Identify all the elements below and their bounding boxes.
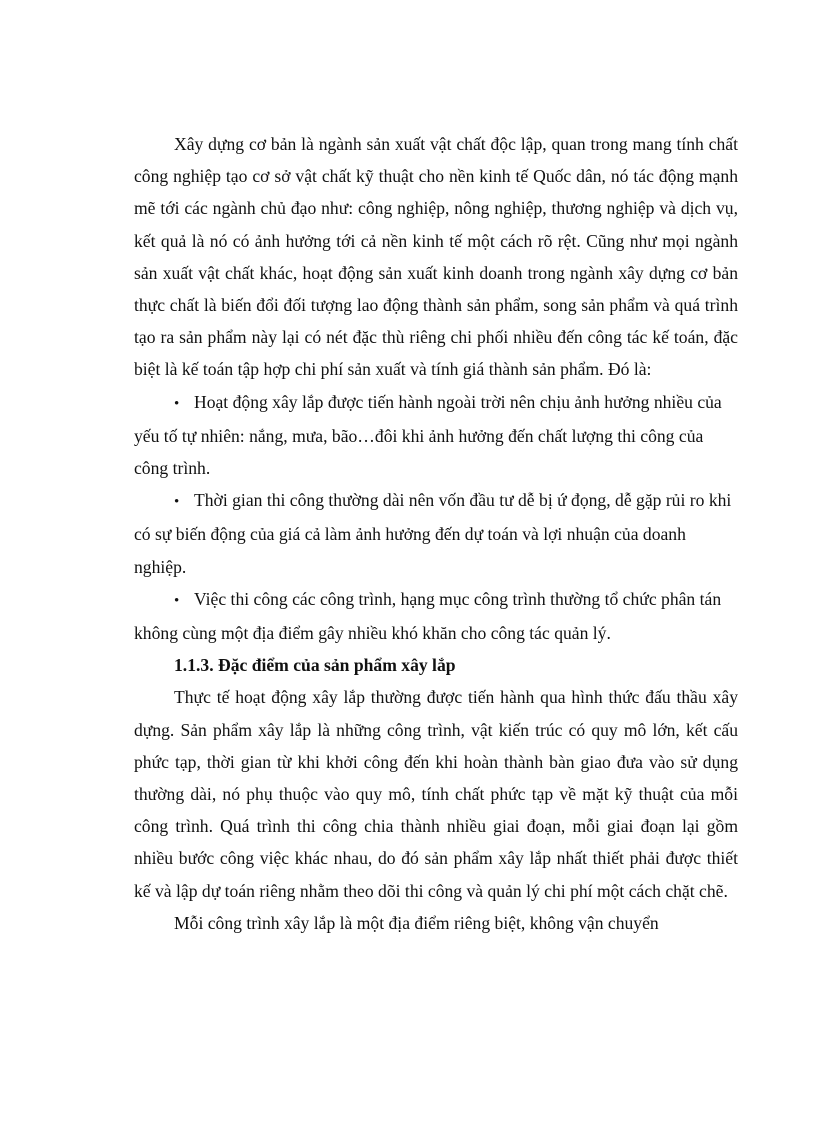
page-content — [134, 128, 738, 939]
bullet-icon: • — [174, 494, 180, 511]
location-paragraph: Mỗi công trình xây lắp là một địa điểm riêng biệt, không vận chuyển — [174, 912, 659, 933]
product-paragraph: Thực tế hoạt động xây lắp thường được tiến hành qua hình thức đấu thầu xây dựng. Sản phẩm xây lắp là những công trình, vật kiến trúc có quy mô lớn, kết cấu phức tạp, thời gian từ khi khởi công đến khi hoàn thành bàn giao đưa vào sử dụng thường dài, nó phụ thuộc vào quy mô, tính chất phức tạp về mặt kỹ thuật của mỗi công trình. Quá trình thi công chia thành nhiều giai đoạn, mỗi giai đoạn lại gồm nhiều bước công việc khác nhau, do đó sản phẩm xây lắp nhất thiết phải được thiết kế và lập dự toán riêng nhằm theo dõi thi công và quản lý chi phí một cách chặt chẽ. — [134, 687, 738, 901]
intro-paragraph: Xây dựng cơ bản là ngành sản xuất vật chất độc lập, quan trong mang tính chất công nghiệp tạo cơ sở vật chất kỹ thuật cho nền kinh tế Quốc dân, nó tác động mạnh mẽ tới các ngành chủ đạo như: công nghiệp, nông nghiệp, thương nghiệp và dịch vụ, kết quả là nó có ảnh hưởng tới cả nền kinh tế một cách rõ rệt. Cũng như mọi ngành sản xuất vật chất khác, hoạt động sản xuất kinh doanh trong ngành xây dựng cơ bản thực chất là biến đổi đối tượng lao động thành sản phẩm, song sản phẩm và quá trình tạo ra sản phẩm này lại có nét đặc thù riêng chi phối nhiều đến công tác kế toán, đặc biệt là kế toán tập hợp chi phí sản xuất và tính giá thành sản phẩm. Đó là: — [134, 134, 738, 380]
bullet-item-dispersed — [134, 583, 738, 649]
bullet-text: Thời gian thi công thường dài nên vốn đầu tư dễ bị ứ đọng, dễ gặp rủi ro khi có sự biến động của giá cả làm ảnh hưởng đến dự toán và lợi nhuận của doanh nghiệp. — [134, 490, 732, 577]
bullet-icon: • — [174, 592, 180, 609]
bullet-icon: • — [174, 395, 180, 412]
section-heading: 1.1.3. Đặc điểm của sản phẩm xây lắp — [174, 655, 456, 676]
bullet-text: Hoạt động xây lắp được tiến hành ngoài trời nên chịu ảnh hưởng nhiều của yếu tố tự nhiên: nắng, mưa, bão…đôi khi ảnh hưởng đến chất lượng thi công của công trình. — [134, 391, 722, 479]
bullet-item-weather — [134, 386, 738, 485]
bullet-item-duration — [134, 484, 738, 583]
bullet-text: Việc thi công các công trình, hạng mục công trình thường tổ chức phân tán không cùng một địa điểm gây nhiều khó khăn cho công tác quản lý. — [134, 588, 722, 644]
